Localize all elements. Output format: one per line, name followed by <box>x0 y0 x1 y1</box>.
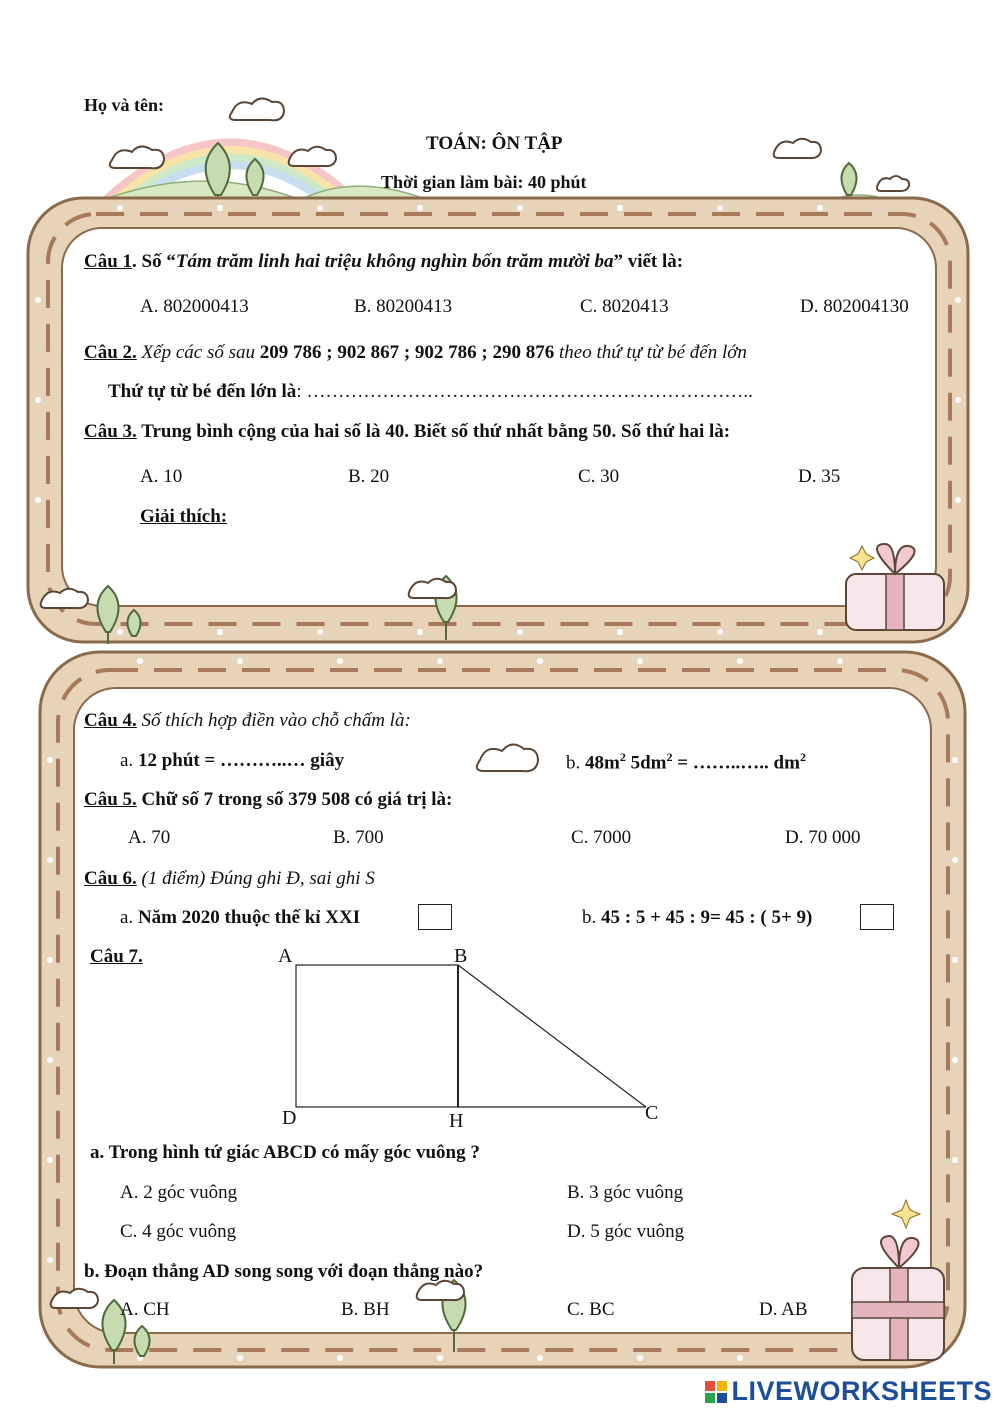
question-3-text: Trung bình cộng của hai số là 40. Biết số thứ nhất bằng 50. Số thứ hai là: <box>136 421 731 442</box>
q7b-option-a[interactable]: A. CH <box>120 1299 170 1320</box>
question-2-lead: Xếp các số sau <box>136 342 260 363</box>
question-1 <box>84 252 683 273</box>
q4-part-b-text-2: 5dm <box>625 752 667 774</box>
q3-option-d[interactable]: D. 35 <box>798 466 841 487</box>
question-3-label: Câu 3. <box>84 421 137 442</box>
q4-part-b-sup-3: 2 <box>799 750 806 764</box>
liveworksheets-mark-icon <box>705 1381 727 1403</box>
question-6-label: Câu 6. <box>84 868 137 889</box>
q3-option-b[interactable]: B. 20 <box>348 466 390 487</box>
question-1-label: Câu 1 <box>84 251 133 272</box>
vertex-label-h: H <box>449 1110 464 1132</box>
quadrilateral-figure <box>270 940 690 1140</box>
q1-option-c[interactable]: C. 8020413 <box>580 296 669 317</box>
question-5-label: Câu 5. <box>84 789 137 810</box>
question-1-suffix: ” viết là: <box>613 251 684 272</box>
vertex-label-c: C <box>645 1102 659 1124</box>
question-4-label: Câu 4. <box>84 710 137 731</box>
question-7-label: Câu 7. <box>90 946 143 967</box>
q7b-option-b[interactable]: B. BH <box>341 1299 390 1320</box>
q1-option-d[interactable]: D. 802004130 <box>800 296 909 317</box>
q2-answer-dots[interactable]: : …………………………………………………………….. <box>296 381 753 402</box>
question-4 <box>84 711 411 732</box>
q4-part-a-text[interactable]: 12 phút = ………..… giây <box>137 750 345 771</box>
q1-option-a[interactable]: A. 802000413 <box>140 296 249 317</box>
question-3 <box>84 422 730 443</box>
time-label: Thời gian làm bài: 40 phút <box>381 172 587 192</box>
q7-part-a: a. Trong hình tứ giác ABCD có mấy góc vuông ? <box>90 1142 480 1163</box>
q6-part-b <box>582 908 812 929</box>
q6-part-b-answer-box[interactable] <box>860 904 894 930</box>
q7b-option-d[interactable]: D. AB <box>759 1299 808 1320</box>
q5-option-b[interactable]: B. 700 <box>333 827 384 848</box>
q5-option-c[interactable]: C. 7000 <box>571 827 632 848</box>
liveworksheets-logo <box>705 1376 992 1407</box>
vertex-label-d: D <box>282 1107 297 1129</box>
question-2-numbers: 209 786 ; 902 867 ; 902 786 ; 290 876 <box>259 342 555 363</box>
q3-explain-label: Giải thích: <box>140 506 228 527</box>
q7a-option-d[interactable]: D. 5 góc vuông <box>567 1221 685 1242</box>
q6-part-a-answer-box[interactable] <box>418 904 452 930</box>
liveworksheets-brand: LIVEWORKSHEETS <box>731 1376 992 1406</box>
q4-part-a-prefix: a. <box>120 750 138 771</box>
vertex-label-a: A <box>278 945 293 967</box>
q7-part-b: b. Đoạn thẳng AD song song với đoạn thẳng nào? <box>84 1261 484 1282</box>
q6-part-b-prefix: b. <box>582 907 601 928</box>
q2-answer-line[interactable] <box>108 382 753 403</box>
question-5-text: Chữ số 7 trong số 379 508 có giá trị là: <box>136 789 453 810</box>
question-2-label: Câu 2. <box>84 342 137 363</box>
q1-option-b[interactable]: B. 80200413 <box>354 296 453 317</box>
q4-part-b-text-3[interactable]: = ……..….. dm <box>672 752 800 774</box>
q5-option-d[interactable]: D. 70 000 <box>785 827 861 848</box>
q6-part-a-prefix: a. <box>120 907 138 928</box>
question-2-tail: theo thứ tự từ bé đến lớn <box>554 342 747 363</box>
name-label: Họ và tên: <box>84 95 164 115</box>
question-1-phrase: Tám trăm linh hai triệu không nghìn bốn trăm mười ba <box>175 251 614 272</box>
question-2 <box>84 343 747 364</box>
question-5 <box>84 790 452 811</box>
q7b-option-c[interactable]: C. BC <box>567 1299 615 1320</box>
q7a-option-b[interactable]: B. 3 góc vuông <box>567 1182 684 1203</box>
q3-option-c[interactable]: C. 30 <box>578 466 620 487</box>
question-6 <box>84 869 375 890</box>
question-6-text: (1 điểm) Đúng ghi Đ, sai ghi S <box>136 868 375 889</box>
q6-part-a <box>120 908 360 929</box>
q7a-option-a[interactable]: A. 2 góc vuông <box>120 1182 238 1203</box>
question-4-text: Số thích hợp điền vào chỗ chấm là: <box>136 710 411 731</box>
rectangle-abhd <box>296 965 458 1107</box>
segment-bc <box>458 965 646 1107</box>
q4-part-b-sup-1: 2 <box>619 750 626 764</box>
q4-part-b-text-1: 48m <box>585 752 620 774</box>
q5-option-a[interactable]: A. 70 <box>128 827 171 848</box>
q7a-option-c[interactable]: C. 4 góc vuông <box>120 1221 237 1242</box>
question-1-prefix: . Số “ <box>132 251 176 272</box>
q6-part-a-text: Năm 2020 thuộc thế kỉ XXI <box>137 907 361 928</box>
q4-part-a[interactable] <box>120 751 344 772</box>
page-title: TOÁN: ÔN TẬP <box>426 133 563 154</box>
q6-part-b-text: 45 : 5 + 45 : 9= 45 : ( 5+ 9) <box>601 907 813 928</box>
vertex-label-b: B <box>454 945 468 967</box>
q4-part-b-sup-2: 2 <box>666 750 673 764</box>
q2-answer-label: Thứ tự từ bé đến lớn là <box>108 381 297 402</box>
q3-option-a[interactable]: A. 10 <box>140 466 183 487</box>
q4-part-b[interactable] <box>566 751 806 774</box>
q4-part-b-prefix: b. <box>566 752 585 774</box>
